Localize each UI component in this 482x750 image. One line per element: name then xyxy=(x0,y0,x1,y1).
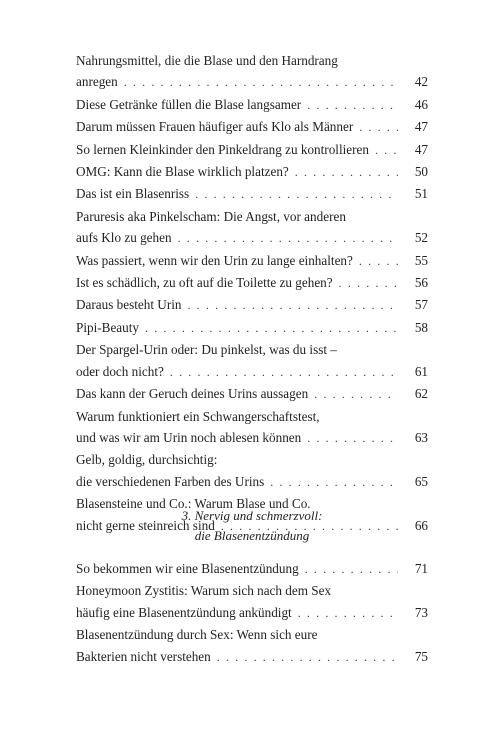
toc-entry-line xyxy=(76,139,428,161)
toc-entry-title: Was passiert, wenn wir den Urin zu lange einhalten? xyxy=(76,252,353,268)
toc-page-number: 51 xyxy=(414,186,428,202)
toc-entry-line xyxy=(76,383,428,405)
toc-entry-line xyxy=(76,558,428,580)
toc-entry-title: So lernen Kleinkinder den Pinkeldrang zu kontrollieren xyxy=(76,141,369,157)
toc-entry-title: Diese Getränke füllen die Blase langsamer xyxy=(76,96,302,112)
toc-entry xyxy=(76,94,428,116)
toc-page-number: 57 xyxy=(414,297,428,313)
toc-entry-title: Blasensteine und Co.: Warum Blase und Co. xyxy=(76,496,311,512)
toc-entry-title: die verschiedenen Farben des Urins xyxy=(76,473,265,489)
dot-leader xyxy=(375,140,398,161)
dot-leader xyxy=(307,428,398,449)
toc-entry xyxy=(76,50,428,94)
dot-leader xyxy=(217,647,398,668)
toc-entry-title: Darum müssen Frauen häufiger aufs Klo als Männer xyxy=(76,119,354,135)
toc-entry-title: und was wir am Urin noch ablesen können xyxy=(76,429,302,445)
toc-entry xyxy=(76,317,428,339)
dot-leader xyxy=(178,228,398,249)
toc-entry xyxy=(76,183,428,205)
toc-entry-title: Pipi-Beauty xyxy=(76,319,140,335)
dot-leader xyxy=(298,603,398,624)
toc-entry-title: Paruresis aka Pinkelscham: Die Angst, vor anderen xyxy=(76,208,346,224)
dot-leader xyxy=(270,472,398,493)
toc-entry-line xyxy=(76,471,428,493)
toc-page-number: 47 xyxy=(414,141,428,157)
toc-entry-title: Ist es schädlich, zu oft auf die Toilette zu gehen? xyxy=(76,275,333,291)
toc-entry-title: So bekommen wir eine Blasenentzündung xyxy=(76,561,299,576)
toc-page-number: 61 xyxy=(414,363,428,379)
dot-leader xyxy=(359,117,398,138)
toc-page-number: 75 xyxy=(414,648,428,664)
toc-entry xyxy=(76,161,428,183)
toc-entry-line xyxy=(76,250,428,272)
toc-entry xyxy=(76,383,428,405)
toc-entry xyxy=(76,206,428,250)
toc-entry-line xyxy=(76,183,428,205)
toc-entry-line xyxy=(76,602,428,624)
toc-entry xyxy=(76,558,428,580)
toc-page-number: 46 xyxy=(414,96,428,112)
toc-entry xyxy=(76,449,428,493)
toc-entry xyxy=(76,116,428,138)
dot-leader xyxy=(307,95,398,116)
toc-page-number: 63 xyxy=(414,429,428,445)
dot-leader xyxy=(187,295,398,316)
dot-leader xyxy=(195,184,398,205)
toc-entry-title: oder doch nicht? xyxy=(76,363,164,379)
toc-entry-title: Warum funktioniert ein Schwangerschaftstest, xyxy=(76,408,320,424)
chapter-heading xyxy=(76,506,428,546)
toc-entry-line xyxy=(76,427,428,449)
toc-entry xyxy=(76,406,428,450)
dot-leader xyxy=(124,72,398,93)
toc-entry-line xyxy=(76,294,428,316)
toc-entry xyxy=(76,139,428,161)
toc-entry xyxy=(76,339,428,383)
toc-entry-title: Das kann der Geruch deines Urins aussagen xyxy=(76,386,309,402)
toc-entry xyxy=(76,580,428,624)
toc-entry xyxy=(76,272,428,294)
toc-entry-title: Blasenentzündung durch Sex: Wenn sich eure xyxy=(76,627,318,643)
chapter-title-line-1: 3. Nervig und schmerzvoll: xyxy=(181,508,323,523)
toc-entry xyxy=(76,624,428,668)
chapter-title-line-2: die Blasenentzündung xyxy=(194,528,310,543)
toc-entry-title: anregen xyxy=(76,74,118,90)
toc-page-number: 42 xyxy=(414,74,428,90)
toc-entry-title: Gelb, goldig, durchsichtig: xyxy=(76,452,218,468)
toc-list-upper xyxy=(76,50,428,537)
toc-entry-title: Das ist ein Blasenriss xyxy=(76,186,190,202)
toc-entry xyxy=(76,294,428,316)
toc-entry-title: Honeymoon Zystitis: Warum sich nach dem Sex xyxy=(76,583,332,599)
toc-page-number: 58 xyxy=(414,319,428,335)
dot-leader xyxy=(305,559,398,580)
toc-entry-line xyxy=(76,361,428,383)
toc-list-lower xyxy=(76,558,428,668)
dot-leader xyxy=(170,362,398,383)
toc-entry-title: OMG: Kann die Blase wirklich platzen? xyxy=(76,164,289,180)
toc-page-number: 47 xyxy=(414,119,428,135)
toc-entry-line xyxy=(76,227,428,249)
toc-entry-title: Nahrungsmittel, die die Blase und den Harndrang xyxy=(76,53,338,68)
toc-entry-title: Der Spargel-Urin oder: Du pinkelst, was du isst – xyxy=(76,342,337,358)
toc-page-number: 52 xyxy=(414,230,428,246)
toc-page-number: 62 xyxy=(414,386,428,402)
toc-page-number: 66 xyxy=(414,517,428,533)
toc-page-number: 50 xyxy=(414,164,428,180)
toc-entry-line xyxy=(76,161,428,183)
toc-page-number: 73 xyxy=(414,604,428,620)
toc-page-number: 71 xyxy=(414,561,428,576)
toc-entry-title: Daraus besteht Urin xyxy=(76,297,182,313)
toc-entry-line xyxy=(76,71,428,93)
dot-leader xyxy=(359,251,398,272)
toc-entry-line xyxy=(76,317,428,339)
toc-entry-title: häufig eine Blasenentzündung ankündigt xyxy=(76,604,292,620)
toc-page-number: 65 xyxy=(414,473,428,489)
toc-entry-line xyxy=(76,116,428,138)
toc-page-number: 55 xyxy=(414,252,428,268)
toc-entry-line xyxy=(76,272,428,294)
dot-leader xyxy=(295,162,398,183)
toc-entry-line xyxy=(76,646,428,668)
dot-leader xyxy=(145,318,398,339)
toc-page-number: 56 xyxy=(414,275,428,291)
toc-entry-line xyxy=(76,94,428,116)
toc-entry-title: aufs Klo zu gehen xyxy=(76,230,172,246)
dot-leader xyxy=(339,273,398,294)
toc-entry-title: nicht gerne steinreich sind xyxy=(76,517,215,533)
toc-entry-title: Bakterien nicht verstehen xyxy=(76,648,211,664)
toc-entry xyxy=(76,250,428,272)
dot-leader xyxy=(314,384,398,405)
